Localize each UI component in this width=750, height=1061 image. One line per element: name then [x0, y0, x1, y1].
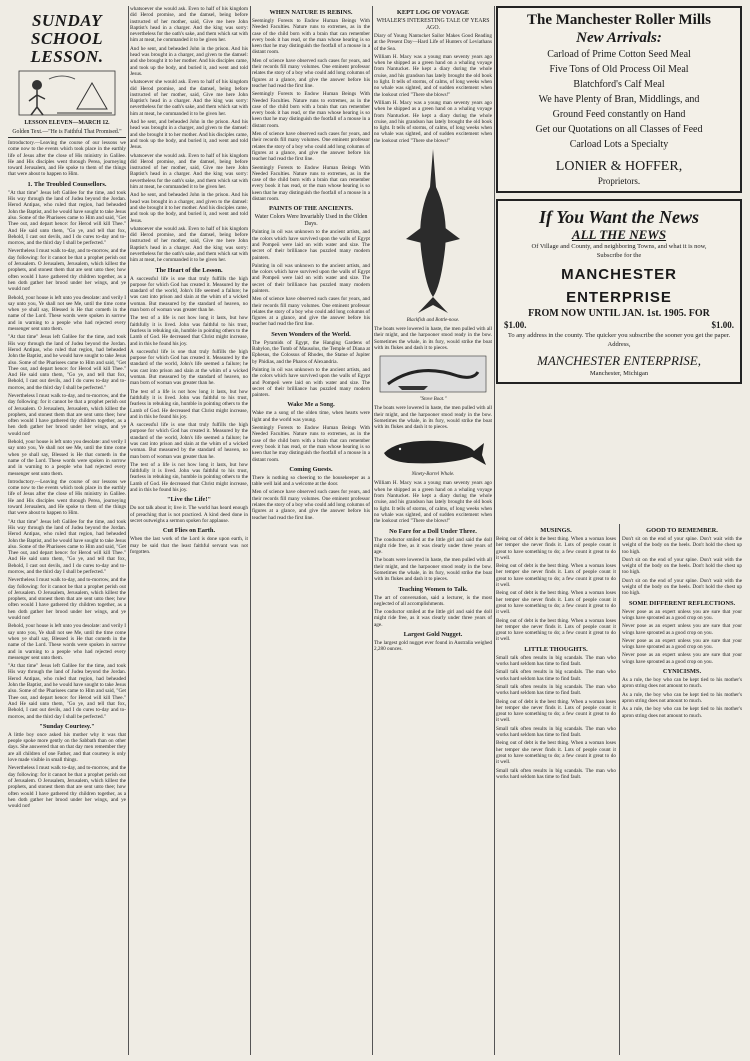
- article-text: whatsoever she would ask. Even to half of his kingdom did Herod promise, and the damsel, being before instructed of her mother, said, Give me here John Baptist's head in a charger. And the king was sorry: nevertheless for the oath's sake, and them which sat with him at meat, he commanded it to be given her.: [130, 152, 248, 191]
- golden-text: Golden Text.—"He is Faithful That Promised.": [12, 128, 122, 135]
- article-text: A successful life is one that truly fulfills the high purpose for which God has created it. Measured by the standard of the world, John's life seemed a failure; he was cast into prison and slain at the whim of a wicked woman. But measured by the standard of heaven, no man born of woman was greater than he.: [130, 422, 248, 460]
- article-text: Small talk often results in big scandals. The man who works hard seldom has time to find fault.: [496, 654, 616, 668]
- ad-proprietors-label: Proprietors.: [597, 176, 641, 186]
- article-text: Small talk often results in big scandals. The man who works hard seldom has time to find fault.: [496, 725, 616, 739]
- price: $1.00.: [504, 320, 527, 330]
- column-rule: [250, 6, 251, 1055]
- article-text: The boats were lowered in haste, the men pulled with all their might, and the harpooner stood ready in the bow. Sometimes the whale, in its fury, would strike the boat with its flukes and dash it to pieces.: [374, 326, 492, 351]
- article-text: The boats were lowered in haste, the men pulled with all their might, and the harpooner stood ready in the bow. Sometimes the whale, in its fury, would strike the boat with its flukes and dash it to pieces.: [374, 405, 492, 431]
- section-heading: Cut Flies on Earth.: [162, 527, 216, 535]
- article-text: As a rule, the boy who can be kept tied to his mother's apron string does not amount to much.: [622, 677, 742, 690]
- article-text: The test of a life is not how long it lasts, but how faithfully it is lived. John was faithful to his trust, fearless in rebuking sin, humble in pointing others to the Lamb of God. He decreased that Christ might increase, and in this he found his joy.: [130, 461, 248, 494]
- article-text: "At that time" Jesus left Galilee for the time, and took His way through the land of Judea beyond the Jordan. Herod Antipas, who ruled that region, had beheaded John the Baptist, and he would have sought to take Jesus also. Some of the Pharisees came to Him and said, "Get Thee out, and depart hence: for Herod will kill Thee." And He said unto them, "Go ye, and tell that fox, Behold, I cast out devils, and I do cures to-day and to-morrow, and the third day I shall be perfected.": [8, 189, 126, 247]
- article-text: "At that time" Jesus left Galilee for the time, and took His way through the land of Judea beyond the Jordan. Herod Antipas, who ruled that region, had beheaded John the Baptist, and he would have sought to take Jesus also. Some of the Pharisees came to Him and said, "Get Thee out, and depart hence: for Herod will kill Thee." And He said unto them, "Go ye, and tell that fox, Behold, I cast out devils, and I do cures to-day and to-morrow, and the third day I shall be perfected.": [8, 334, 126, 391]
- price: $1.00.: [711, 320, 734, 330]
- article-text: Nevertheless I must walk to-day, and to-morrow, and the day following: for it cannot be that a prophet perish out of Jerusalem. O Jerusalem, Jerusalem, which killest the prophets, and stonest them that are sent unto thee; how often would I have gathered thy children together, as a hen doth gather her brood under her wings, and ye would not!: [8, 392, 126, 437]
- article-text: Behold, your house is left unto you desolate: and verily I say unto you, Ye shall not see Me, until the time come when ye shall say, Blessed is He that cometh in the name of the Lord. These words were spoken in sorrow and in warning to a people who had rejected every messenger sent unto them.: [8, 294, 126, 333]
- article-text: Being out of debt is the best thing. When a woman loses her temper she never finds it. Lots of people count it great to have something to do; a few count it great to do it well.: [496, 617, 616, 643]
- article-text: Painting in oil was unknown to the ancient artists, and the colors which have survived upon the walls of Egypt and Pompeii were laid on with water and size. The secret of their brilliance has puzzled many modern painters.: [252, 229, 370, 261]
- ad-line: Get our Quotations on all Classes of Feed: [535, 124, 703, 135]
- article-text: Diary of Young Nantucket Sailor Makes Good Reading at the Present Day—Hard Life of Hunters of Leviathans of the Sea.: [374, 33, 492, 52]
- article-text: Men of science have observed such cases for years, and their records fill many volumes. One eminent professor relates the story of a boy who could add long columns of figures at a glance, and give the answer before his teacher had read the first line.: [252, 489, 370, 521]
- ad-headline: If You Want the News: [538, 207, 700, 227]
- newspaper-page: [8, 6, 742, 1055]
- ad-proprietors: LONIER & HOFFER,: [555, 159, 683, 174]
- column-rule: [372, 6, 373, 1055]
- section-heading: Largest Gold Nugget.: [403, 631, 463, 639]
- ad-place: Manchester, Michigan: [589, 370, 649, 377]
- column-lesson-continued: [130, 6, 248, 1055]
- article-text: There is nothing so cheering to the housekeeper as a table well laid and a welcome at the door.: [252, 474, 370, 488]
- section-subheading: WHALER'S INTERESTING TALE OF YEARS AGO.: [376, 18, 490, 31]
- article-text: whatsoever she would ask. Even to half of his kingdom did Herod promise, and the damsel, being before instructed of her mother, said, Give me here John Baptist's head in a charger. And the king was sorry: nevertheless for the oath's sake, and them which sat with him at meat, he commanded it to be given her.: [130, 225, 248, 264]
- article-text: The largest gold nugget ever found in Australia weighed 2,280 ounces.: [374, 640, 492, 653]
- section-heading: The Heart of the Lesson.: [155, 266, 223, 274]
- ad-subtitle: New Arrivals:: [576, 30, 662, 46]
- article-text: When the last work of the Lord is done upon earth, it may be said that the least faithful servant was not forgotten.: [130, 536, 248, 555]
- ad-line: Ground Feed constantly on Hand: [552, 109, 686, 120]
- section-heading: Coming Guests.: [289, 465, 333, 473]
- article-text: Men of science have observed such cases for years, and their records fill many volumes. One eminent professor relates the story of a boy who could add long columns of figures at a glance, and give the answer before his teacher had read the first line.: [252, 296, 370, 328]
- swordfish-illustration: [378, 147, 488, 315]
- ad-subhead: ALL THE NEWS: [571, 227, 667, 242]
- article-text: The conductor smiled at the little girl and said the doll might ride free, as it was clearly under three years of age.: [374, 609, 492, 628]
- article-text: William H. Macy was a young man seventy years ago when he shipped as a green hand on a whaling voyage from Nantucket. He kept a diary during the whole cruise, and his grandson has lately brought the old book to light. It tells of storms, of calms, of long weeks when no whale was sighted, and of sudden excitement when the lookout cried "There she blows!": [374, 53, 492, 98]
- price-row: [504, 320, 734, 331]
- article-text: And he sent, and beheaded John in the prison. And his head was brought in a charger, and given to the damsel: and she brought it to her mother. And his disciples came, and took up the body, and buried it, and went and told Jesus.: [130, 45, 248, 77]
- article-text: Being out of debt is the best thing. When a woman loses her temper she never finds it. Lots of people count it great to have something to do; a few count it great to do it well.: [496, 698, 616, 724]
- article-text: Seemingly Forests to Endow Human Beings With Needed Faculties. Nature runs to extremes, as in the case of the child born with a brain that can remember every book it has read, or the man whose hearing is so keen that he may distinguish the footfall of a mouse in a distant room.: [252, 425, 370, 463]
- column-miscellany: [252, 6, 370, 1055]
- ad-text: Of Village and County, and neighboring Towns, and what it is now,: [531, 243, 707, 250]
- ad-text: To any address in the county. The quicker you subscribe the sooner you get the paper. Address,: [507, 332, 731, 348]
- article-text: Small talk often results in big scandals. The man who works hard seldom has time to find fault.: [496, 767, 616, 780]
- ad-line: Carload of Prime Cotton Seed Meal: [547, 49, 691, 60]
- column-rule: [128, 6, 129, 1055]
- article-text: Small talk often results in big scandals. The man who works hard seldom has time to find fault.: [496, 683, 616, 697]
- article-text: Being out of debt is the best thing. When a woman loses her temper she never finds it. Lots of people count it great to have something to do; a few count it great to do it well.: [496, 740, 616, 766]
- column-rule: [619, 524, 620, 1055]
- article-text: Do not talk about it; live it. The world has heard enough of preaching that is not practiced. A kind deed done in secret outweighs a sermon spoken for applause.: [130, 505, 248, 524]
- article-text: Behold, your house is left unto you desolate: and verily I say unto you, Ye shall not see Me, until the time come when ye shall say, Blessed is He that cometh in the name of the Lord. These words were spoken in sorrow and in warning to a people who had rejected every messenger sent unto them.: [8, 623, 126, 661]
- illustration-caption: Ninety-Barrel Whale.: [411, 472, 455, 478]
- article-text: Being out of debt is the best thing. When a woman loses her temper she never finds it. Lots of people count it great to have something to do; a few count it great to do it well.: [496, 590, 616, 616]
- section-heading: "Sunday Courtesy.": [39, 722, 95, 730]
- masthead-title: SUNDAY SCHOOL LESSON.: [30, 11, 104, 66]
- paper-name: ENTERPRISE: [566, 289, 672, 306]
- article-text: A little boy once asked his mother why it was that people spoke more gently on the Sabbath than on other days. She answered that on that day men remember they are all children of one Father, and that courtesy is only love made visible in small things.: [8, 731, 126, 764]
- whale-illustration: [378, 433, 488, 469]
- article-text: The boats were lowered in haste, the men pulled with all their might, and the harpooner stood ready in the bow. Sometimes the whale, in its fury, would strike the boat with its flukes and dash it to pieces.: [374, 557, 492, 583]
- article-text: "At that time" Jesus left Galilee for the time, and took His way through the land of Judea beyond the Jordan. Herod Antipas, who ruled that region, had beheaded John the Baptist, and he would have sought to take Jesus also. Some of the Pharisees came to Him and said, "Get Thee out, and depart hence: for Herod will kill Thee." And He said unto them, "Go ye, and tell that fox, Behold, I cast out devils, and I do cures to-day and to-morrow, and the third day I shall be perfected.": [8, 518, 126, 575]
- illustration-caption: "Stove Boat.": [419, 397, 447, 403]
- ad-title: The Manchester Roller Mills: [527, 12, 711, 28]
- article-text: As a rule, the boy who can be kept tied to his mother's apron string does not amount to much.: [622, 691, 742, 704]
- article-text: Being out of debt is the best thing. When a woman loses her temper she never finds it. Lots of people count it great to have something to do; a few count it great to do it well.: [496, 563, 616, 589]
- article-text: William H. Macy was a young man seventy years ago when he shipped as a green hand on a whaling voyage from Nantucket. He kept a diary during the whole cruise, and his grandson has lately brought the old book to light. It tells of storms, of calms, of long weeks when no whale was sighted, and of sudden excitement when the lookout cried "There she blows!": [374, 480, 492, 525]
- column-rule: [494, 6, 495, 1055]
- section-heading: PAINTS OF THE ANCIENTS.: [268, 205, 354, 213]
- article-text: Men of science have observed such cases for years, and their records fill many volumes. One eminent professor relates the story of a boy who could add long columns of figures at a glance, and give the answer before his teacher had read the first line.: [252, 131, 370, 163]
- section-subheading: Water Colors Were Invariably Used in the Olden Days.: [254, 214, 368, 227]
- divider: [8, 137, 126, 138]
- paper-name: MANCHESTER: [561, 266, 677, 283]
- article-text: Being out of debt is the best thing. When a woman loses her temper she never finds it. Lots of people count it great to have something to do; a few count it great to do it well.: [496, 536, 616, 561]
- article-text: whatsoever she would ask. Even to half of his kingdom did Herod promise, and the damsel, being before instructed of her mother, said, Give me here John Baptist's head in a charger. And the king was sorry: nevertheless for the oath's sake, and them which sat with him at meat, he commanded it to be given her.: [130, 6, 248, 44]
- article-text: The conductor smiled at the little girl and said the doll might ride free, as it was clearly under three years of age.: [374, 536, 492, 556]
- stove-boat-illustration: [378, 354, 488, 394]
- article-text: Behold, your house is left unto you desolate: and verily I say unto you, Ye shall not see Me, until the time come when ye shall say, Blessed is He that cometh in the name of the Lord. These words were spoken in sorrow and in warning to a people who had rejected every messenger sent unto them.: [8, 439, 126, 477]
- article-text: As a rule, the boy who can be kept tied to his mother's apron string does not amount to much.: [622, 706, 742, 719]
- article-text: A successful life is one that truly fulfills the high purpose for which God has created it. Measured by the standard of the world, John's life seemed a failure; he was cast into prison and slain at the whim of a wicked woman. But measured by the standard of heaven, no man born of woman was greater than he.: [130, 275, 248, 314]
- article-text: Nevertheless I must walk to-day, and to-morrow, and the day following: for it cannot be that a prophet perish out of Jerusalem. O Jerusalem, Jerusalem, which killest the prophets, and stonest them that are sent unto thee; how often would I have gathered thy children together, as a hen doth gather her brood under her wings, and ye would not!: [8, 577, 126, 622]
- article-text: Small talk often results in big scandals. The man who works hard seldom has time to find fault.: [496, 669, 616, 682]
- enterprise-ad: [496, 199, 742, 384]
- section-heading: CYNICISMS.: [662, 668, 702, 676]
- section-heading: KEPT LOG OF VOYAGE: [396, 9, 470, 16]
- section-heading: "Live the Life!": [166, 496, 211, 504]
- article-text: Wake me a song of the olden time, when hearts were light and the world was young.: [252, 410, 370, 423]
- section-heading: LITTLE THOUGHTS.: [524, 645, 588, 653]
- remember-column: [622, 524, 742, 1055]
- section-heading: No Fare for a Doll Under Three.: [389, 527, 477, 535]
- subscription-offer: FROM NOW UNTIL JAN. 1st. 1905. FOR: [528, 308, 710, 319]
- short-items: [496, 524, 742, 1055]
- article-text: And he sent, and beheaded John in the prison. And his head was brought in a charger, and given to the damsel: and she brought it to her mother. And his disciples came, and took up the body, and buried it, and went and told Jesus.: [130, 119, 248, 151]
- article-text: whatsoever she would ask. Even to half of his kingdom did Herod promise, and the damsel, being before instructed of her mother, said, Give me here John Baptist's head in a charger. And the king was sorry: nevertheless for the oath's sake, and them which sat with him at meat, he commanded it to be given her.: [130, 79, 248, 117]
- article-text: Men of science have observed such cases for years, and their records fill many volumes. One eminent professor relates the story of a boy who could add long columns of figures at a glance, and give the answer before his teacher had read the first line.: [252, 57, 370, 89]
- article-text: Don't sit on the end of your spine. Don't wait with the weight of the body on the heels. Don't hold the chest up too high.: [622, 577, 742, 597]
- ad-text: Subscribe for the: [596, 252, 642, 259]
- article-text: Introductory.—Leaving the course of our lessons we come now to the events which took place in the earthly life of Jesus after the close of His ministry in Galilee. He and His disciples went through Perea, journeying toward Jerusalem, and He spoke to them of the things that were about to happen to Him.: [8, 140, 126, 178]
- section-heading: 1. The Troubled Counsellors.: [27, 180, 107, 188]
- ad-line: Five Tons of Old Process Oil Meal: [549, 64, 689, 75]
- article-text: The test of a life is not how long it lasts, but how faithfully it is lived. John was faithful to his trust, fearless in rebuking sin, humble in pointing others to the Lamb of God. He decreased that Christ might increase, and in this he found his joy.: [130, 315, 248, 347]
- article-text: Never pose as an expert unless you are sure that your wings have sprouted as a good crop on you.: [622, 623, 742, 636]
- article-text: And he sent, and beheaded John in the prison. And his head was brought in a charger, and given to the damsel: and she brought it to her mother. And his disciples came, and took up the body, and buried it, and went and told Jesus.: [130, 192, 248, 224]
- ad-line: Blatchford's Calf Meal: [573, 79, 665, 90]
- lesson-line: LESSON ELEVEN—MARCH 12.: [24, 120, 110, 126]
- article-text: Painting in oil was unknown to the ancient artists, and the colors which have survived upon the walls of Egypt and Pompeii were laid on with water and size. The secret of their brilliance has puzzled many modern painters.: [252, 262, 370, 294]
- article-text: Seemingly Forests to Endow Human Beings With Needed Faculties. Nature runs to extremes, as in the case of the child born with a brain that can remember every book it has read, or the man whose hearing is so keen that he may distinguish the footfall of a mouse in a distant room.: [252, 164, 370, 203]
- article-text: Nevertheless I must walk to-day, and to-morrow, and the day following: for it cannot be that a prophet perish out of Jerusalem. O Jerusalem, Jerusalem, which killest the prophets, and stonest them that are sent unto thee; how often would I have gathered thy children together, as a hen doth gather her brood under her wings, and ye would not!: [8, 248, 126, 293]
- section-heading: Teaching Women to Talk.: [398, 585, 468, 593]
- article-text: Nevertheless I must walk to-day, and to-morrow, and the day following: for it cannot be that a prophet perish out of Jerusalem. O Jerusalem, Jerusalem, which killest the prophets, and stonest them that are sent unto thee; how often would I have gathered thy children together, as a hen doth gather her brood under her wings, and ye would not!: [8, 765, 126, 810]
- article-text: Introductory.—Leaving the course of our lessons we come now to the events which took place in the earthly life of Jesus after the close of His ministry in Galilee. He and His disciples went through Perea, journeying toward Jerusalem, and He spoke to them of the things that were about to happen to Him.: [8, 478, 126, 517]
- article-text: Seemingly Forests to Endow Human Beings With Needed Faculties. Nature runs to extremes, as in the case of the child born with a brain that can remember every book it has read, or the man whose hearing is so keen that he may distinguish the footfall of a mouse in a distant room.: [252, 91, 370, 129]
- musings-column: [496, 524, 616, 1055]
- ad-line: We have Plenty of Bran, Middlings, and: [538, 94, 700, 105]
- article-text: The test of a life is not how long it lasts, but how faithfully it is lived. John was faithful to his trust, fearless in rebuking sin, humble in pointing others to the Lamb of God. He decreased that Christ might increase, and in this he found his joy.: [130, 388, 248, 420]
- article-text: The art of conversation, said a lecturer, is the most neglected of all accomplishments.: [374, 594, 492, 607]
- article-text: Never pose as an expert unless you are sure that your wings have sprouted as a good crop on you.: [622, 637, 742, 651]
- article-text: Painting in oil was unknown to the ancient artists, and the colors which have survived upon the walls of Egypt and Pompeii were laid on with water and size. The secret of their brilliance has puzzled many modern painters.: [252, 366, 370, 399]
- article-text: Never pose as an expert unless you are sure that your wings have sprouted as a good crop on you.: [622, 652, 742, 665]
- section-heading: MUSINGS.: [540, 527, 572, 534]
- column-whaling: [374, 6, 492, 1055]
- ad-signature: MANCHESTER ENTERPRISE,: [537, 353, 701, 368]
- section-heading: WHEN NATURE IS REBINS.: [269, 9, 353, 16]
- ad-line: Carload Lots a Specialty: [569, 139, 669, 150]
- illustration-caption: Blackfish and Bottle-nose.: [406, 318, 460, 324]
- section-heading: Wake Me a Song.: [287, 401, 335, 409]
- article-text: Never pose as an expert unless you are sure that your wings have sprouted as a good crop on you.: [622, 608, 742, 621]
- column-advertisements: [496, 6, 742, 1055]
- article-text: Seemingly Forests to Endow Human Beings With Needed Faculties. Nature runs to extremes, as in the case of the child born with a brain that can remember every book it has read, or the man whose hearing is so keen that he may distinguish the footfall of a mouse in a distant room.: [252, 18, 370, 56]
- article-text: Don't sit on the end of your spine. Don't wait with the weight of the body on the heels. Don't hold the chest up too high.: [622, 536, 742, 555]
- roller-mills-ad: [496, 6, 742, 193]
- section-heading: SOME DIFFERENT REFLECTIONS.: [628, 599, 736, 607]
- article-text: Don't sit on the end of your spine. Don't wait with the weight of the body on the heels. Don't hold the chest up too high.: [622, 556, 742, 576]
- article-text: "At that time" Jesus left Galilee for the time, and took His way through the land of Judea beyond the Jordan. Herod Antipas, who ruled that region, had beheaded John the Baptist, and he would have sought to take Jesus also. Some of the Pharisees came to Him and said, "Get Thee out, and depart hence: for Herod will kill Thee." And He said unto them, "Go ye, and tell that fox, Behold, I cast out devils, and I do cures to-day and to-morrow, and the third day I shall be perfected.": [8, 663, 126, 720]
- column-sunday-school: [8, 6, 126, 1055]
- article-text: William H. Macy was a young man seventy years ago when he shipped as a green hand on a whaling voyage from Nantucket. He kept a diary during the whole cruise, and his grandson has lately brought the old book to light. It tells of storms, of calms, of long weeks when no whale was sighted, and of sudden excitement when the lookout cried "There she blows!": [374, 99, 492, 144]
- sunday-school-illustration: [17, 69, 117, 117]
- section-heading: Seven Wonders of the World.: [271, 330, 351, 338]
- section-heading: GOOD TO REMEMBER.: [646, 527, 718, 534]
- article-text: The Pyramids of Egypt, the Hanging Gardens of Babylon, the Tomb of Mausolus, the Temple of Diana at Ephesus, the Colossus of Rhodes, the Statue of Jupiter by Phidias, and the Pharos of Alexandria.: [252, 339, 370, 365]
- article-text: A successful life is one that truly fulfills the high purpose for which God has created it. Measured by the standard of the world, John's life seemed a failure; he was cast into prison and slain at the whim of a wicked woman. But measured by the standard of heaven, no man born of woman was greater than he.: [130, 348, 248, 387]
